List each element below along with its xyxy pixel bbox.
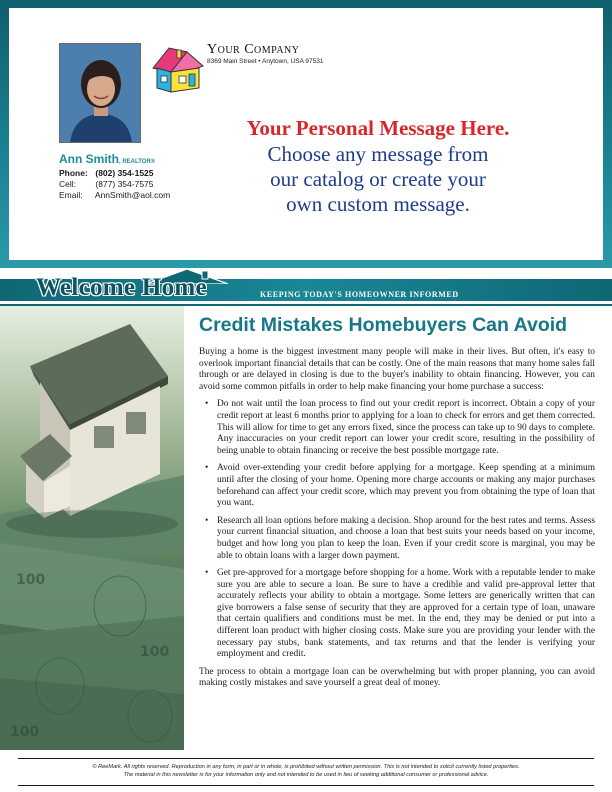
agent-name-line bbox=[59, 150, 170, 168]
tip-item: • Research all loan options before making a decision. Shop around for the best rates and terms. Assess your current financial situation, and choose a loan that best suits your needs based on your income, budget and how long you plan to keep the loan. Even if your credit score is marginal, you may be able to obtain loans with a larger down payment. bbox=[199, 516, 595, 562]
company-name: Your Company bbox=[207, 42, 300, 57]
article-intro: Buying a home is the biggest investment many people will make in their lives. But often, it's easy to overlook important financial details that can be costly. One of the main reasons that many home sales fall through or are delayed in closing is due to the buyer's inability to obtain financing. However, you can avoid some common pitfalls in order to help make financing your home purchase a success: bbox=[199, 347, 595, 392]
masthead-tagline: KEEPING TODAY'S HOMEOWNER INFORMED bbox=[260, 290, 459, 299]
agent-email[interactable]: AnnSmith@aol.com bbox=[94, 190, 171, 200]
footer-disclaimer bbox=[18, 763, 594, 779]
footer-divider bbox=[18, 758, 594, 759]
personal-message-body bbox=[163, 142, 593, 217]
tip-item: • Get pre-approved for a mortgage before shopping for a home. Work with a reputable lender to make sure you are able to secure a loan. Be sure to have a credible and valid pre-approval letter that accurately reflects your ability to obtain a mortgage. Some letters are generically written that can give borrowers a false sense of security that they are approved for a certain type of loan, unaware that certain qualifiers and conditions must be met. In the end, they may be denied or put into a different loan product with higher closing costs. Make sure you are providing your lender with the necessary pay stubs, bank statements, and tax returns and that the lender is verifying your employment and credit. bbox=[199, 568, 595, 661]
house-logo-icon bbox=[147, 38, 209, 100]
footer-bottom-divider bbox=[18, 785, 594, 786]
masthead-title: Welcome Home bbox=[36, 274, 207, 301]
svg-text:100: 100 bbox=[10, 724, 40, 740]
message-line-2: our catalog or create your bbox=[270, 167, 486, 191]
footer-line-1: © ReeMark. All rights reserved. Reproduction in any form, in part or in whole, is prohibited without written permission. This is not intended to solicit currently listed properties. bbox=[92, 764, 520, 770]
email-label: Email: bbox=[59, 190, 83, 200]
svg-text:100: 100 bbox=[16, 572, 46, 588]
personal-message-headline: Your Personal Message Here. bbox=[246, 116, 510, 140]
agent-phone-row bbox=[59, 168, 170, 179]
tips-list bbox=[199, 399, 595, 660]
article-body bbox=[199, 347, 595, 696]
agent-cell[interactable]: (877) 354-7575 bbox=[95, 179, 154, 189]
company-address: 8369 Main Street • Anytown, USA 97531 bbox=[207, 58, 324, 65]
agent-phone[interactable]: (802) 354-1525 bbox=[95, 168, 154, 178]
agent-title: , REALTOR® bbox=[119, 159, 156, 165]
house-on-money-illustration-icon bbox=[0, 306, 184, 750]
header-card bbox=[9, 8, 603, 260]
tip-item: • Avoid over-extending your credit before applying for a mortgage. Keep spending at a minimum until after the closing of your home. Opening more charge accounts or making any major purchases beforehand can affect your credit score, which may prevent you from obtaining the type of loan that you want. bbox=[199, 463, 595, 509]
svg-text:100: 100 bbox=[140, 644, 170, 660]
article-title: Credit Mistakes Homebuyers Can Avoid bbox=[199, 314, 568, 336]
agent-contact bbox=[59, 150, 170, 201]
cell-label: Cell: bbox=[59, 179, 77, 189]
agent-email-row bbox=[59, 190, 170, 201]
message-line-1: Choose any message from bbox=[267, 142, 489, 166]
agent-name: Ann Smith bbox=[59, 152, 119, 166]
footer-line-2: The material in this newsletter is for your information only and not intended to be used in lieu of seeking additional consumer or professional advice. bbox=[123, 772, 489, 778]
tip-item: • Do not wait until the loan process to find out your credit report is incorrect. Obtain a copy of your credit report at least 6 months prior to applying for a loan to check for errors and get them corrected. This will allow for time to get any errors fixed, since the process can take up to 90 days to complete. Any inaccuracies on your credit report can lower your credit score, resulting in the possibility of being unable to obtain financing or receive the best possible mortgage rate. bbox=[199, 399, 595, 457]
message-line-3: own custom message. bbox=[286, 192, 470, 216]
house-on-money-image bbox=[0, 306, 184, 750]
newsletter-masthead bbox=[0, 268, 612, 304]
agent-cell-row bbox=[59, 179, 170, 190]
phone-label: Phone: bbox=[59, 168, 88, 178]
agent-portrait-icon bbox=[60, 44, 141, 143]
article-closing: The process to obtain a mortgage loan can be overwhelming but with proper planning, you can avoid making costly mistakes and save yourself a great deal of money. bbox=[199, 666, 595, 689]
agent-photo bbox=[59, 43, 141, 143]
